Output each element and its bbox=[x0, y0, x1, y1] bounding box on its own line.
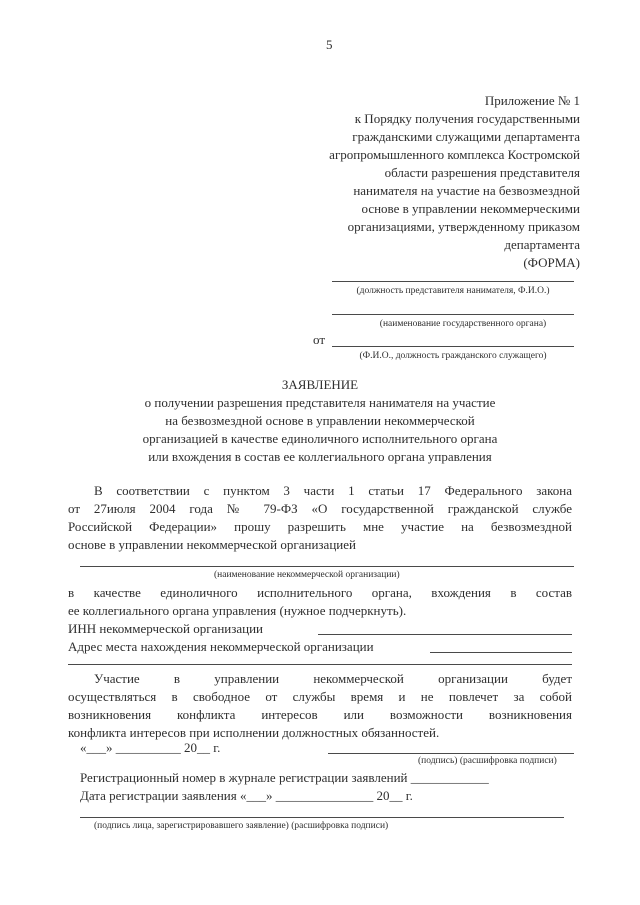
form-mark: (ФОРМА) bbox=[523, 255, 580, 270]
appendix-line: основе в управлении некоммерческими bbox=[361, 201, 580, 216]
organ-fill-line bbox=[332, 314, 574, 315]
address-fill-line-2 bbox=[68, 664, 572, 665]
appendix-line: агропромышленного комплекса Костромской bbox=[329, 147, 580, 162]
role-line: ее коллегиального органа управления (нужное подчеркнуть). bbox=[68, 603, 407, 618]
statement-subtitle-line: о получении разрешения представителя нанимателя на участие bbox=[144, 395, 496, 410]
organ-caption: (наименование государственного органа) bbox=[379, 319, 547, 329]
paragraph-line: осуществляться в свободное от службы время и не повлечет за собой bbox=[68, 689, 572, 704]
from-caption: (Ф.И.О., должность гражданского служащего) bbox=[359, 351, 547, 361]
paragraph-line: основе в управлении некоммерческой организацией bbox=[68, 537, 356, 552]
appendix-line: организациями, утвержденному приказом bbox=[347, 219, 580, 234]
from-label: от bbox=[313, 332, 326, 347]
appendix-title: Приложение № 1 bbox=[484, 93, 580, 108]
statement-subtitle-line: на безвозмездной основе в управлении некоммерческой bbox=[165, 413, 475, 428]
inn-label: ИНН некоммерческой организации bbox=[68, 621, 264, 636]
paragraph-line: возникновения конфликта интересов или возможности возникновения bbox=[68, 707, 572, 722]
address-label: Адрес места нахождения некоммерческой организации bbox=[68, 639, 374, 654]
registration-number-label: Регистрационный номер в журнале регистрации заявлений ____________ bbox=[80, 770, 489, 785]
appendix-line: департамента bbox=[504, 237, 580, 252]
paragraph-line: В соответствии с пунктом 3 части 1 статьи 17 Федерального закона bbox=[94, 483, 572, 498]
paragraph-line: от 27июля 2004 года № 79-ФЗ «О государственной гражданской службе bbox=[68, 501, 572, 516]
inn-fill-line bbox=[318, 634, 572, 635]
appendix-line: к Порядку получения государственными bbox=[354, 111, 580, 126]
address-fill-line bbox=[430, 652, 572, 653]
appendix-line: гражданскими служащими департамента bbox=[352, 129, 580, 144]
org-name-fill-line bbox=[80, 566, 574, 567]
registrar-caption: (подпись лица, зарегистрировавшего заявление) (расшифровка подписи) bbox=[94, 821, 389, 831]
paragraph-line: Российской Федерации» прошу разрешить мне участие на безвозмездной bbox=[68, 519, 572, 534]
statement-title: ЗАЯВЛЕНИЕ bbox=[281, 377, 359, 392]
page-number: 5 bbox=[326, 37, 333, 52]
from-fill-line bbox=[332, 346, 574, 347]
org-name-caption: (наименование некоммерческой организации) bbox=[214, 570, 400, 580]
registration-date-label: Дата регистрации заявления «___» _______________ 20__ г. bbox=[80, 788, 413, 803]
registrar-fill-line bbox=[80, 817, 564, 818]
appendix-line: нанимателя на участие на безвозмездной bbox=[353, 183, 580, 198]
position-fill-line bbox=[332, 281, 574, 282]
paragraph-line: конфликта интересов при исполнении должностных обязанностей. bbox=[68, 725, 440, 740]
appendix-line: области разрешения представителя bbox=[384, 165, 580, 180]
paragraph-line: Участие в управлении некоммерческой организации будет bbox=[94, 671, 572, 686]
date-line: «___» __________ 20__ г. bbox=[80, 740, 221, 755]
signature-caption: (подпись) (расшифровка подписи) bbox=[418, 756, 557, 766]
role-line: в качестве единоличного исполнительного органа, вхождения в состав bbox=[68, 585, 572, 600]
position-caption: (должность представителя нанимателя, Ф.И.О.) bbox=[356, 286, 550, 296]
signature-fill-line bbox=[328, 753, 574, 754]
statement-subtitle-line: или вхождения в состав ее коллегиального органа управления bbox=[148, 449, 492, 464]
statement-subtitle-line: организацией в качестве единоличного исполнительного органа bbox=[142, 431, 498, 446]
